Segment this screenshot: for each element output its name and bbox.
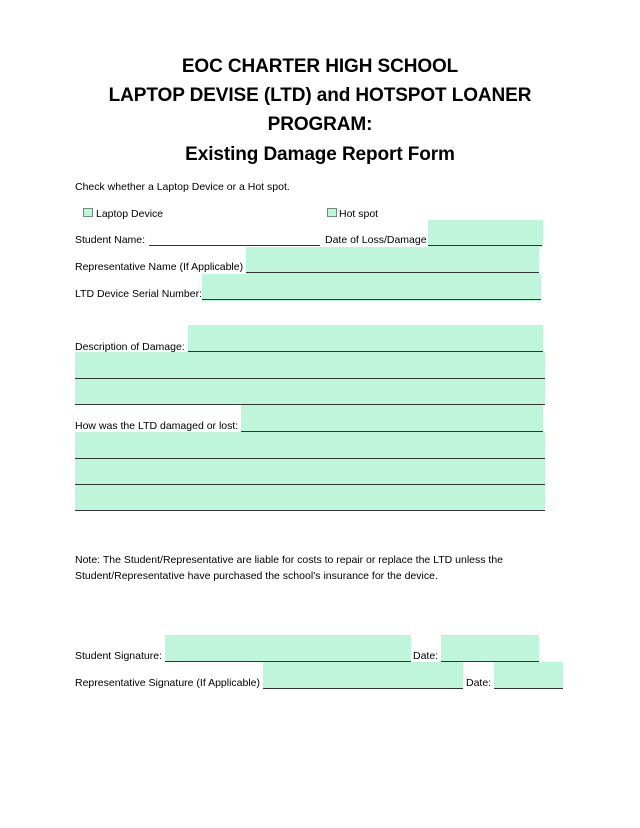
student-name-input[interactable] xyxy=(149,245,320,246)
serial-number-field-fill[interactable] xyxy=(202,274,541,301)
how-damaged-label: How was the LTD damaged or lost: xyxy=(75,420,239,432)
representative-name-input[interactable] xyxy=(246,272,539,273)
date-of-loss-input[interactable] xyxy=(428,245,542,246)
note-line-1: Note: The Student/Representative are liable for costs to repair or replace the LTD unless the xyxy=(75,554,504,566)
representative-signature-label: Representative Signature (If Applicable) xyxy=(75,677,261,689)
title-line-4: Existing Damage Report Form xyxy=(185,144,455,165)
laptop-device-checkbox[interactable] xyxy=(83,208,93,217)
representative-signature-input[interactable] xyxy=(263,688,463,689)
title-line-2: LAPTOP DEVISE (LTD) and HOTSPOT LOANER xyxy=(108,85,532,106)
student-signature-label: Student Signature: xyxy=(75,650,162,662)
description-field-fill-1[interactable] xyxy=(188,325,543,352)
serial-number-input[interactable] xyxy=(202,299,541,300)
description-input-line-2[interactable] xyxy=(75,378,545,379)
student-date-label: Date: xyxy=(413,650,439,662)
representative-name-label: Representative Name (If Applicable) xyxy=(75,261,244,273)
how-damaged-input-line-1[interactable] xyxy=(241,431,543,432)
how-damaged-input-line-2[interactable] xyxy=(75,458,545,459)
note-line-2: Student/Representative have purchased the school’s insurance for the device. xyxy=(75,570,438,582)
how-damaged-input-line-4[interactable] xyxy=(75,510,545,511)
title-line-3: PROGRAM: xyxy=(267,114,373,135)
how-damaged-field-fill-1[interactable] xyxy=(241,405,543,432)
how-damaged-input-line-3[interactable] xyxy=(75,484,545,485)
student-date-field-fill[interactable] xyxy=(441,635,539,662)
how-damaged-field-fill-2[interactable] xyxy=(75,432,545,511)
representative-date-label: Date: xyxy=(466,677,492,689)
representative-date-input[interactable] xyxy=(494,688,563,689)
representative-signature-field-fill[interactable] xyxy=(263,662,463,689)
student-signature-field-fill[interactable] xyxy=(165,635,411,662)
hotspot-checkbox[interactable] xyxy=(327,208,337,217)
representative-date-field-fill[interactable] xyxy=(494,662,563,689)
description-label: Description of Damage: xyxy=(75,341,185,353)
date-of-loss-label: Date of Loss/Damage xyxy=(325,234,427,246)
hotspot-label: Hot spot xyxy=(339,208,379,220)
date-of-loss-field-fill[interactable] xyxy=(428,220,543,247)
laptop-device-label: Laptop Device xyxy=(96,208,164,220)
instruction-text: Check whether a Laptop Device or a Hot spot. xyxy=(75,181,290,193)
serial-number-label: LTD Device Serial Number: xyxy=(75,288,203,300)
title-line-1: EOC CHARTER HIGH SCHOOL xyxy=(181,56,459,77)
representative-name-field-fill[interactable] xyxy=(246,247,539,274)
student-name-label: Student Name: xyxy=(75,234,146,246)
description-input-line-1[interactable] xyxy=(188,351,543,352)
